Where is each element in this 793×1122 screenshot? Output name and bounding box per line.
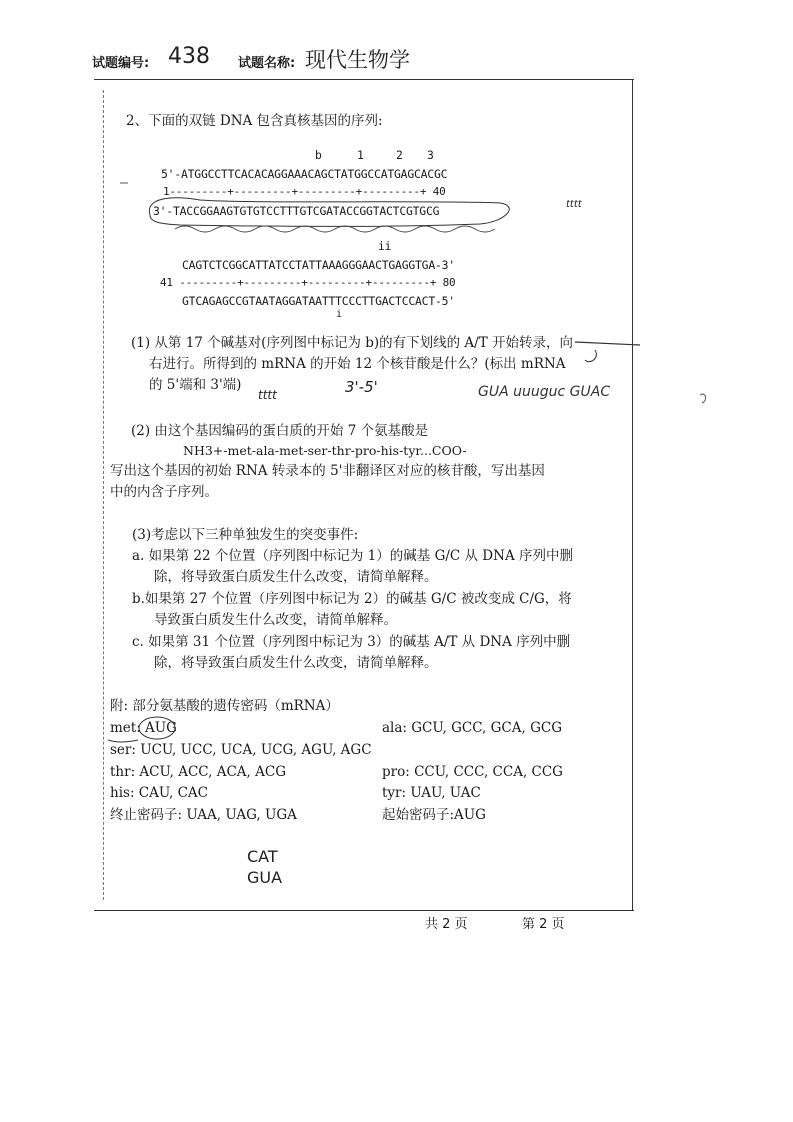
codon-tyr: tyr: UAU, UAC (382, 785, 481, 801)
part1-line1: (1) 从第 17 个碱基对(序列图中标记为 b)的有下划线的 A/T 开始转录，向 (131, 335, 574, 351)
marker-3: 3 (427, 148, 434, 162)
dna-ruler-41-80: 41 ---------+---------+---------+---------+ 80 (160, 276, 456, 289)
exam-code-label: 试题编号: (92, 56, 150, 71)
handwriting-note-seq: GUA uuuguc GUAC (478, 384, 611, 400)
dna-seq2-top-strand: CAGTCTCGGCATTATCCTATTAAAGGGAACTGAGGTGA-3' (182, 258, 455, 272)
part3-b-line1: b.如果第 27 个位置（序列图中标记为 2）的碱基 G/C 被改变成 C/G，将 (132, 591, 572, 607)
handwriting-note-right: tttt (566, 199, 582, 210)
part3-a-line1: a. 如果第 22 个位置（序列图中标记为 1）的碱基 G/C 从 DNA 序列中删 (132, 548, 573, 564)
footer-page-number: 第 2 页 (522, 917, 565, 932)
handwritten-circle-icon (139, 717, 175, 739)
part2-line2: 写出这个基因的初始 RNA 转录本的 5'非翻译区对应的核苷酸，写出基因 (110, 463, 545, 479)
handwriting-bottom-1: CAT (247, 847, 278, 866)
part1-line3: 的 5'端和 3'端) (149, 377, 242, 393)
handwriting-note-mid1: tttt (258, 388, 277, 402)
codon-pro: pro: CCU, CCC, CCA, CCG (382, 764, 563, 780)
footer-total-pages: 共 2 页 (425, 917, 468, 932)
codon-thr: thr: ACU, ACC, ACA, ACG (110, 764, 286, 780)
codon-start: 起始密码子:AUG (382, 807, 486, 823)
marker-b: b (315, 148, 322, 162)
exam-code-value: 438 (168, 44, 210, 69)
part2-line3: 中的内含子序列。 (110, 484, 218, 500)
handwriting-bottom-2: GUA (247, 868, 283, 887)
dna-seq2-bottom-strand: GTCAGAGCCGTAATAGGATAATTTCCCTTGACTCCACT-5' (182, 294, 455, 308)
appendix-title: 附: 部分氨基酸的遗传密码（mRNA） (110, 698, 339, 714)
part2-line1: (2) 由这个基因编码的蛋白质的开始 7 个氨基酸是 (131, 423, 429, 439)
dna-ruler-1-40: 1---------+---------+---------+---------+ 40 (163, 185, 446, 198)
marker-i: i (336, 309, 342, 320)
dna-seq1-top-strand: 5'-ATGGCCTTCACACAGGAAACAGCTATGGCCATGAGCACGC (161, 167, 448, 181)
exam-name-label: 试题名称: (238, 56, 296, 71)
part3-intro: (3)考虑以下三种单独发生的突变事件: (132, 527, 359, 543)
dna-seq1-bottom-strand: 3'-TACCGGAAGTGTGTCCTTTGTCGATACCGGTACTCGTGCG (153, 204, 440, 218)
question-title: 2、下面的双链 DNA 包含真核基因的序列: (126, 113, 383, 129)
codon-his: his: CAU, CAC (110, 785, 208, 801)
part3-b-line2: 导致蛋白质发生什么改变，请简单解释。 (154, 612, 397, 628)
handwritten-underline-icon (108, 740, 138, 742)
handwritten-wave-icon (175, 226, 495, 232)
marker-1: 1 (357, 148, 364, 162)
part3-c-line2: 除，将导致蛋白质发生什么改变，请简单解释。 (154, 655, 438, 671)
handwritten-curl-icon (585, 350, 596, 362)
handwritten-strike-icon (575, 342, 640, 345)
handwriting-note-mid2: 3'-5' (345, 378, 378, 396)
marker-ii: ii (378, 239, 392, 253)
part1-line2: 右进行。所得到的 mRNA 的开始 12 个核苷酸是什么？(标出 mRNA (149, 356, 566, 372)
part2-peptide: NH3+-met-ala-met-ser-thr-pro-his-tyr...COO- (183, 443, 467, 458)
codon-ser: ser: UCU, UCC, UCA, UCG, AGU, AGC (110, 742, 372, 758)
marker-2: 2 (396, 148, 403, 162)
handwritten-loop-icon (149, 198, 509, 227)
part3-c-line1: c. 如果第 31 个位置（序列图中标记为 3）的碱基 A/T 从 DNA 序列中删 (132, 634, 571, 650)
codon-stop: 终止密码子: UAA, UAG, UGA (110, 807, 297, 823)
codon-met: met: AUG (110, 720, 177, 736)
exam-name-value: 现代生物学 (305, 48, 410, 72)
part3-a-line2: 除，将导致蛋白质发生什么改变，请简单解释。 (154, 569, 438, 585)
codon-ala: ala: GCU, GCC, GCA, GCG (382, 720, 562, 736)
